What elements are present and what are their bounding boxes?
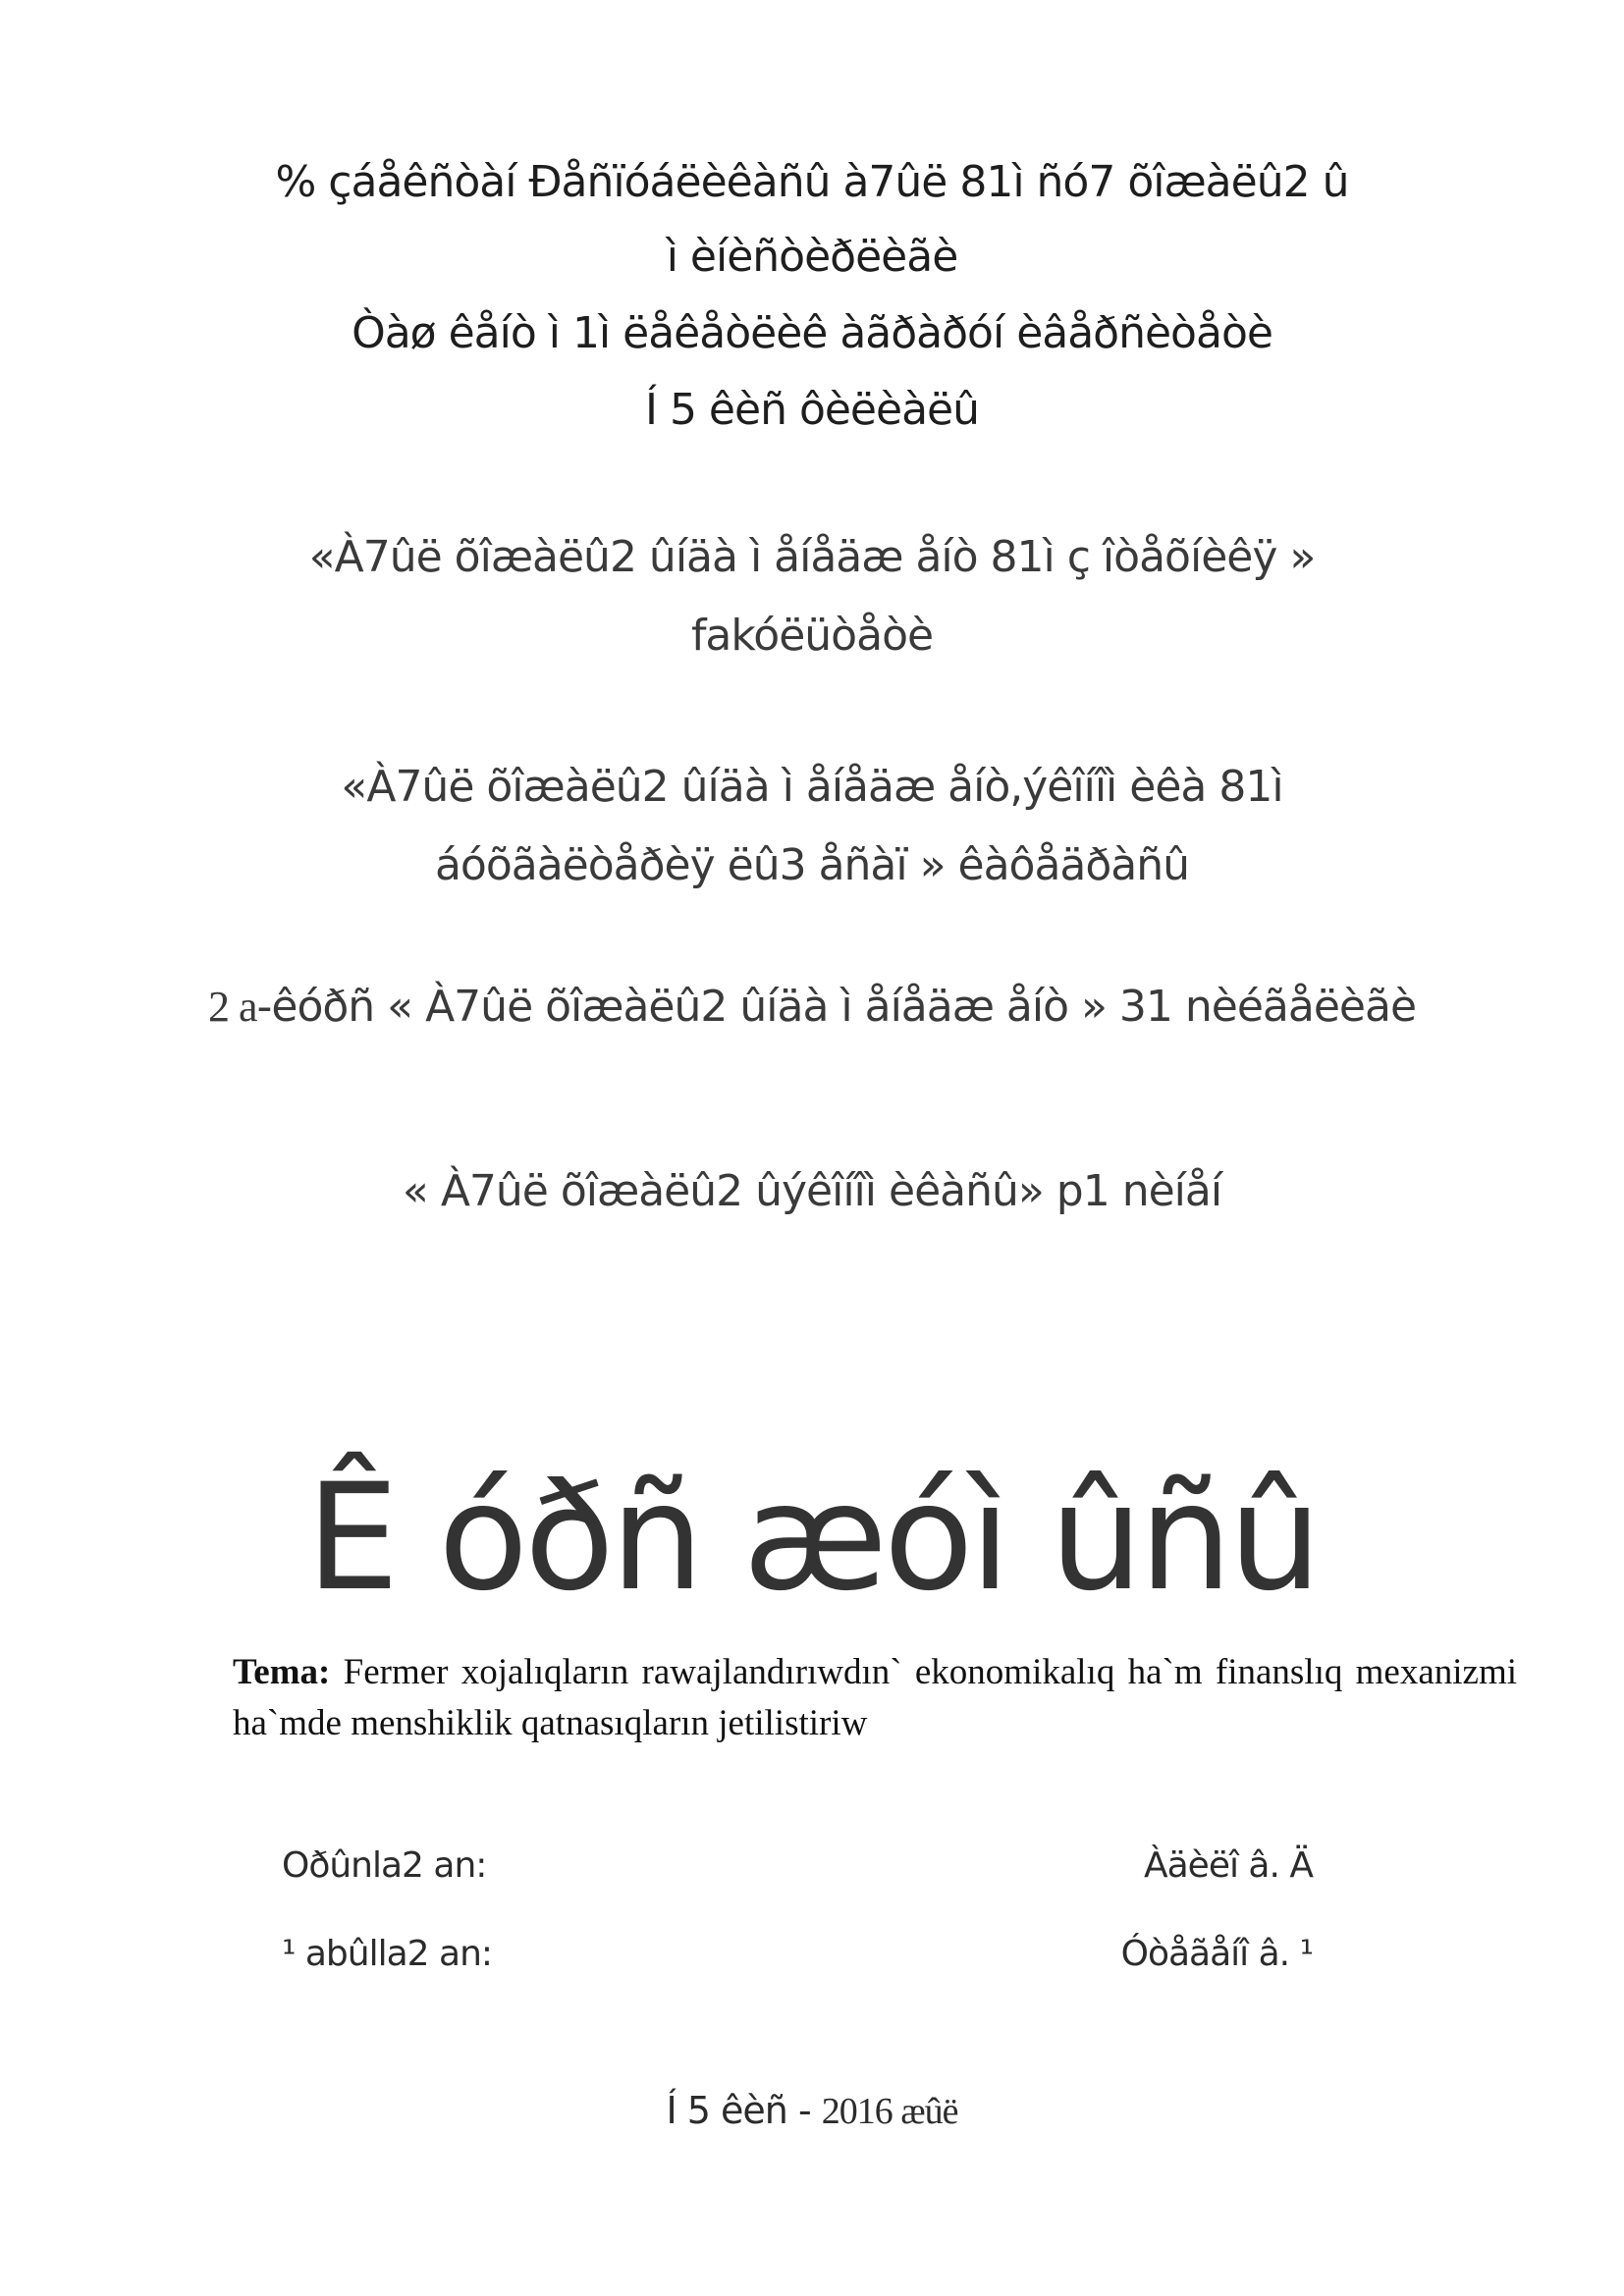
accepted-by-label: ¹ abûlla2 an: — [282, 1934, 493, 1974]
topic-label: Tema: — [233, 1652, 331, 1692]
course-line — [0, 982, 1624, 1032]
branch-name: Í 5 êèñ ôèëèàëû — [644, 385, 979, 435]
department-name-line-1: «À7ûë õîæàëû2 ûíäà ì åíåäæ åíò,ýêîíîì èêà 81ì — [341, 762, 1283, 812]
faculty-name-line-1: «À7ûë õîæàëû2 ûíäà ì åíåäæ åíò 81ì ç îòåõíèêÿ » — [308, 532, 1316, 582]
department-name-line-2: áóõãàëòåðèÿ ëû3 åñàï » êàôåäðàñû — [434, 840, 1190, 890]
course-number: 2 a — [207, 983, 257, 1031]
footer-city: Í 5 êèñ - — [666, 2089, 811, 2132]
accepted-by-name: Óòåãåíî â. ¹ — [1120, 1934, 1313, 1974]
performed-by-name: Àäèëî â. Ä — [1143, 1845, 1313, 1886]
performed-by-label: Oðûnla2 an: — [282, 1845, 487, 1886]
ministry-header-line-1: % çáåêñòàí Ðåñïóáëèêàñû à7ûë 81ì ñó7 õîæàëû2 û — [275, 157, 1349, 207]
faculty-name-line-2: fakóëüòåòè — [690, 611, 934, 661]
university-name: Òàø êåíò ì 1ì ëåêåòëèê àãðàðóí èâåðñèòåòè — [352, 308, 1272, 358]
course-text: -êóðñ « À7ûë õîæàëû2 ûíäà ì åíåäæ åíò » 31 nèéãåëèãè — [256, 982, 1417, 1032]
topic-paragraph — [233, 1647, 1517, 1749]
topic-text: Fermer xojalıqların rawajlandırıwdın` ekonomikalıq ha`m finanslıq mexanizmi ha`mde menshiklik qatnasıqların jetilistiriw — [233, 1652, 1518, 1743]
city-year-footer — [0, 2089, 1624, 2133]
group-line: « À7ûë õîæàëû2 ûýêîíîì èêàñû» p1 nèíåí — [402, 1166, 1222, 1216]
footer-year: 2016 æûë — [821, 2091, 958, 2132]
page-title: Ê óðñ æóì ûñû — [305, 1453, 1319, 1624]
ministry-header-line-2: ì èíèñòèðëèãè — [666, 232, 958, 282]
